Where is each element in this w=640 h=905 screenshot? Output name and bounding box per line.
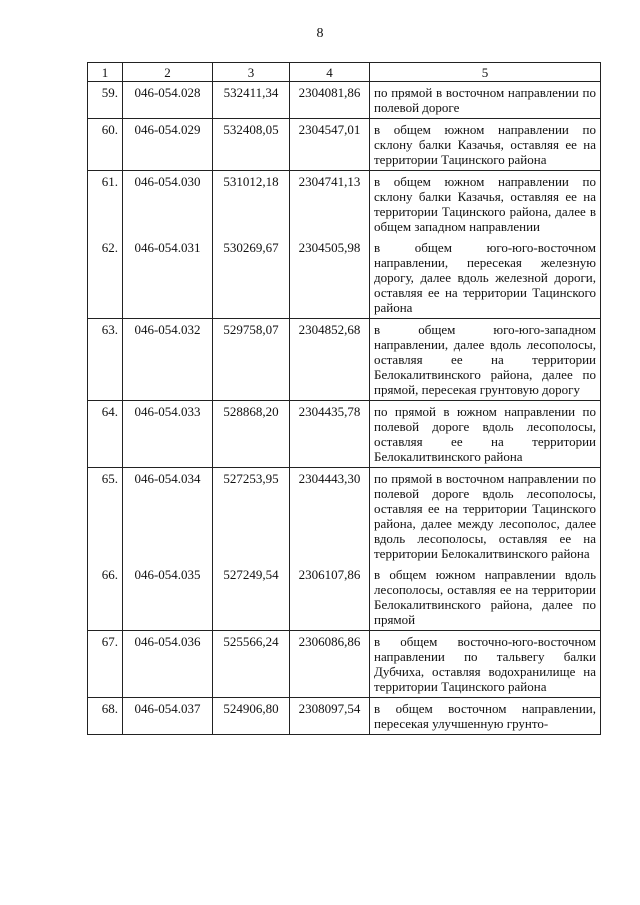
boundary-description: в общем юго-юго-восточном направлении, пересекая железную дорогу, далее вдоль железной дороги, оставляя ее на территории Тацинского района (370, 237, 601, 319)
table-row (88, 631, 601, 698)
point-id: 046-054.037 (123, 698, 213, 735)
table-row (88, 698, 601, 735)
row-number: 63. (88, 319, 123, 401)
row-number: 66. (88, 564, 123, 631)
coord-x: 532411,34 (213, 82, 290, 119)
point-id: 046-054.029 (123, 119, 213, 171)
table-body (88, 63, 601, 735)
boundary-description: по прямой в восточном направлении по полевой дороге вдоль лесополосы, оставляя ее на территории Тацинского района, далее между лесополос, далее вдоль лесополосы, оставляя ее на территории Белокалитвинского района (370, 468, 601, 565)
point-id: 046-054.030 (123, 171, 213, 238)
row-number: 60. (88, 119, 123, 171)
table-row (88, 171, 601, 238)
coord-x: 527253,95 (213, 468, 290, 565)
table-row (88, 564, 601, 631)
coord-x: 525566,24 (213, 631, 290, 698)
coord-y: 2304081,86 (290, 82, 370, 119)
coord-y: 2306107,86 (290, 564, 370, 631)
coord-y: 2304435,78 (290, 401, 370, 468)
table-row (88, 468, 601, 565)
column-header: 5 (370, 63, 601, 82)
boundary-description: по прямой в восточном направлении по полевой дороге (370, 82, 601, 119)
point-id: 046-054.034 (123, 468, 213, 565)
boundary-table (87, 62, 601, 735)
table-row (88, 319, 601, 401)
column-header: 4 (290, 63, 370, 82)
point-id: 046-054.028 (123, 82, 213, 119)
column-header: 2 (123, 63, 213, 82)
coord-y: 2304443,30 (290, 468, 370, 565)
coord-x: 524906,80 (213, 698, 290, 735)
coord-x: 528868,20 (213, 401, 290, 468)
coord-y: 2304852,68 (290, 319, 370, 401)
coord-y: 2304741,13 (290, 171, 370, 238)
coord-x: 530269,67 (213, 237, 290, 319)
table-row (88, 237, 601, 319)
coord-y: 2308097,54 (290, 698, 370, 735)
coord-x: 532408,05 (213, 119, 290, 171)
boundary-description: в общем южном направлении вдоль лесополосы, оставляя ее на территории Белокалитвинского района, далее по прямой (370, 564, 601, 631)
row-number: 67. (88, 631, 123, 698)
coord-y: 2306086,86 (290, 631, 370, 698)
point-id: 046-054.031 (123, 237, 213, 319)
page-number: 8 (316, 26, 324, 41)
coord-x: 531012,18 (213, 171, 290, 238)
point-id: 046-054.033 (123, 401, 213, 468)
table-row (88, 82, 601, 119)
boundary-description: в общем восточном направлении, пересекая улучшенную грунто- (370, 698, 601, 735)
table-row (88, 119, 601, 171)
row-number: 64. (88, 401, 123, 468)
boundary-description: в общем восточно-юго-восточном направлении по тальвегу балки Дубчиха, оставляя водохранилище на территории Тацинского района (370, 631, 601, 698)
row-number: 68. (88, 698, 123, 735)
point-id: 046-054.035 (123, 564, 213, 631)
point-id: 046-054.032 (123, 319, 213, 401)
column-header: 3 (213, 63, 290, 82)
table-row (88, 401, 601, 468)
boundary-description: в общем южном направлении по склону балки Казачья, оставляя ее на территории Тацинского района, далее в общем западном направлении (370, 171, 601, 238)
boundary-description: по прямой в южном направлении по полевой дороге вдоль лесополосы, оставляя ее на территории Белокалитвинского района (370, 401, 601, 468)
header-row (88, 63, 601, 82)
point-id: 046-054.036 (123, 631, 213, 698)
coord-x: 529758,07 (213, 319, 290, 401)
boundary-description: в общем юго-юго-западном направлении, далее вдоль лесополосы, оставляя ее на территории Белокалитвинского района, далее по прямой, пересекая грунтовую дорогу (370, 319, 601, 401)
row-number: 62. (88, 237, 123, 319)
coord-x: 527249,54 (213, 564, 290, 631)
row-number: 65. (88, 468, 123, 565)
row-number: 61. (88, 171, 123, 238)
boundary-description: в общем южном направлении по склону балки Казачья, оставляя ее на территории Тацинского района (370, 119, 601, 171)
coord-y: 2304547,01 (290, 119, 370, 171)
row-number: 59. (88, 82, 123, 119)
column-header: 1 (88, 63, 123, 82)
coord-y: 2304505,98 (290, 237, 370, 319)
